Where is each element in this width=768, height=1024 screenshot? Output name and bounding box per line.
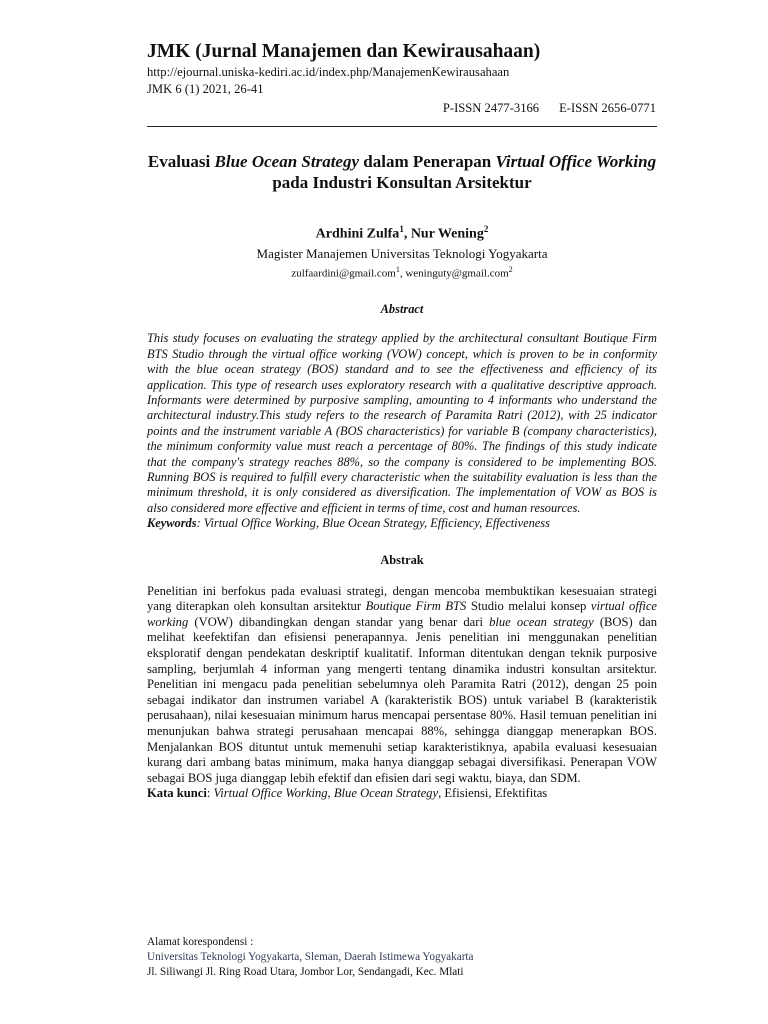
- author-affiliation-mark: 1: [399, 224, 404, 234]
- kata-kunci-text: , Efisiensi, Efektifitas: [438, 786, 548, 801]
- affiliation: Magister Manajemen Universitas Teknologi Yogyakarta: [256, 245, 548, 261]
- abstrak-text: Studio melalui konsep: [466, 599, 591, 614]
- abstract-heading: Abstract: [380, 302, 424, 317]
- abstrak-italic: Boutique Firm BTS: [365, 599, 467, 614]
- abstrak-text: (BOS) dan melihat keefektifan dan efisiensi penerapannya. Jenis penelitian ini menggunakan penelitian eksploratif dengan pendekatan deskriptif kualitatif. Informan ditentukan dengan teknik purposive sampling, berjumlah 4 informan yang mengerti tentang dinamika industri konsultan arsitektur. Penelitian ini mengacu pada penelitian sebelumnya oleh Paramita Ratri (2012), dengan 25 poin sebagai indikator dan instrumen variabel A (karakteristik BOS) untuk variabel B (karakteristik perusahaan), nilai kesesuaian minimum harus mencapai persentase 80%. Hasil temuan penelitian ini menunjukan bahwa strategi perusahaan mencapai 88%, sehingga dianggap menerapkan BOS. Menjalankan BOS dituntut untuk memenuhi setiap karakteristiknya, apabila evaluasi kesesuaian kurang dari ambang batas minimum, maka hanya dianggap sebagai diversifikasi. Penerapan VOW sebagai BOS juga dianggap lebih efektif dan efisien dari segi waktu, biaya, dan SDM.: [147, 614, 658, 785]
- author-separator: ,: [403, 226, 411, 242]
- email-mark: 1: [395, 264, 400, 274]
- author-affiliation-mark: 2: [483, 224, 489, 234]
- abstrak-body: [147, 584, 657, 787]
- issn-row: [147, 100, 657, 117]
- email-mark: 2: [508, 264, 513, 274]
- author-name: Nur Wening: [410, 226, 484, 242]
- email-link[interactable]: weninguty@gmail.com: [405, 267, 509, 280]
- paper-page: [147, 40, 657, 802]
- journal-volume: JMK 6 (1) 2021, 26-41: [147, 82, 264, 96]
- author-name: Ardhini Zulfa: [315, 226, 400, 242]
- journal-url: http://ejournal.uniska-kediri.ac.id/index.php/ManajemenKewirausahaan: [147, 65, 510, 79]
- author-emails: [147, 263, 657, 281]
- header-divider: [147, 126, 657, 127]
- abstrak-italic: virtual office working: [147, 599, 657, 629]
- correspondence-footer: [147, 935, 657, 980]
- abstrak-italic: blue ocean strategy: [489, 614, 594, 629]
- title-part: dalam Penerapan: [359, 152, 496, 171]
- kata-kunci-label: Kata kunci: [147, 786, 207, 801]
- keywords-label: Keywords: [147, 516, 197, 531]
- correspondence-institution: Universitas Teknologi Yogyakarta, Sleman, Daerah Istimewa Yogyakarta: [147, 951, 474, 963]
- email-separator: ,: [399, 267, 406, 280]
- title-part: Evaluasi: [147, 152, 215, 171]
- kata-kunci-italic: Virtual Office Working: [213, 786, 328, 801]
- correspondence-address: Jl. Siliwangi Jl. Ring Road Utara, Jombor Lor, Sendangadi, Kec. Mlati: [147, 966, 464, 978]
- kata-kunci: [147, 786, 657, 802]
- kata-kunci-italic: Blue Ocean Strategy: [333, 786, 439, 801]
- title-italic: Virtual Office Working: [495, 152, 657, 171]
- abstract-body: This study focuses on evaluating the strategy applied by the architectural consultant Boutique Firm BTS Studio through the virtual office working (VOW) concept, which is proven to be in conformity with the blue ocean strategy (BOS) standard and to see the effectiveness and efficiency of its application. This type of research uses exploratory research with a qualitative descriptive approach. Informants were determined by purposive sampling, amounting to 4 informants who understand the architectural industry.This study refers to the research of Paramita Ratri (2012), with 25 indicator points and the instrument variable A (BOS characteristics) for variable B (company characteristics), the minimum conformity value must reach a percentage of 80%. The findings of this study indicate that the company's strategy reaches 88%, so the company is considered to be implementing BOS. Running BOS is required to fulfill every characteristic when the suitability evaluation is less than the minimum threshold, it is only considered as diversification. The implementation of VOW as BOS is also considered more effective and efficient in terms of time, cost and human resources.: [147, 331, 657, 515]
- kata-kunci-text: :: [206, 786, 214, 801]
- abstrak-heading: Abstrak: [380, 552, 424, 567]
- author-list: [147, 220, 657, 244]
- paper-title: [147, 151, 657, 193]
- p-issn: P-ISSN 2477-3166: [442, 101, 540, 115]
- title-italic: Blue Ocean Strategy: [214, 152, 360, 171]
- journal-title: JMK (Jurnal Manajemen dan Kewirausahaan): [147, 41, 541, 62]
- abstrak-text: Penelitian ini berfokus pada evaluasi strategi, dengan mencoba membuktikan kesesuaian strategi yang diterapkan oleh konsultan arsitektur: [147, 583, 657, 614]
- kata-kunci-text: ,: [327, 786, 334, 801]
- correspondence-label: Alamat korespondensi :: [147, 936, 254, 948]
- keywords-list: : Virtual Office Working, Blue Ocean Strategy, Efficiency, Effectiveness: [196, 516, 550, 531]
- title-part: pada Industri Konsultan Arsitektur: [272, 173, 532, 192]
- keywords: [147, 516, 657, 531]
- journal-header: [147, 40, 657, 127]
- abstrak-text: (VOW) dibandingkan dengan standar yang benar dari: [188, 614, 490, 629]
- e-issn: E-ISSN 2656-0771: [559, 101, 656, 115]
- email-link[interactable]: zulfaardini@gmail.com: [291, 267, 396, 280]
